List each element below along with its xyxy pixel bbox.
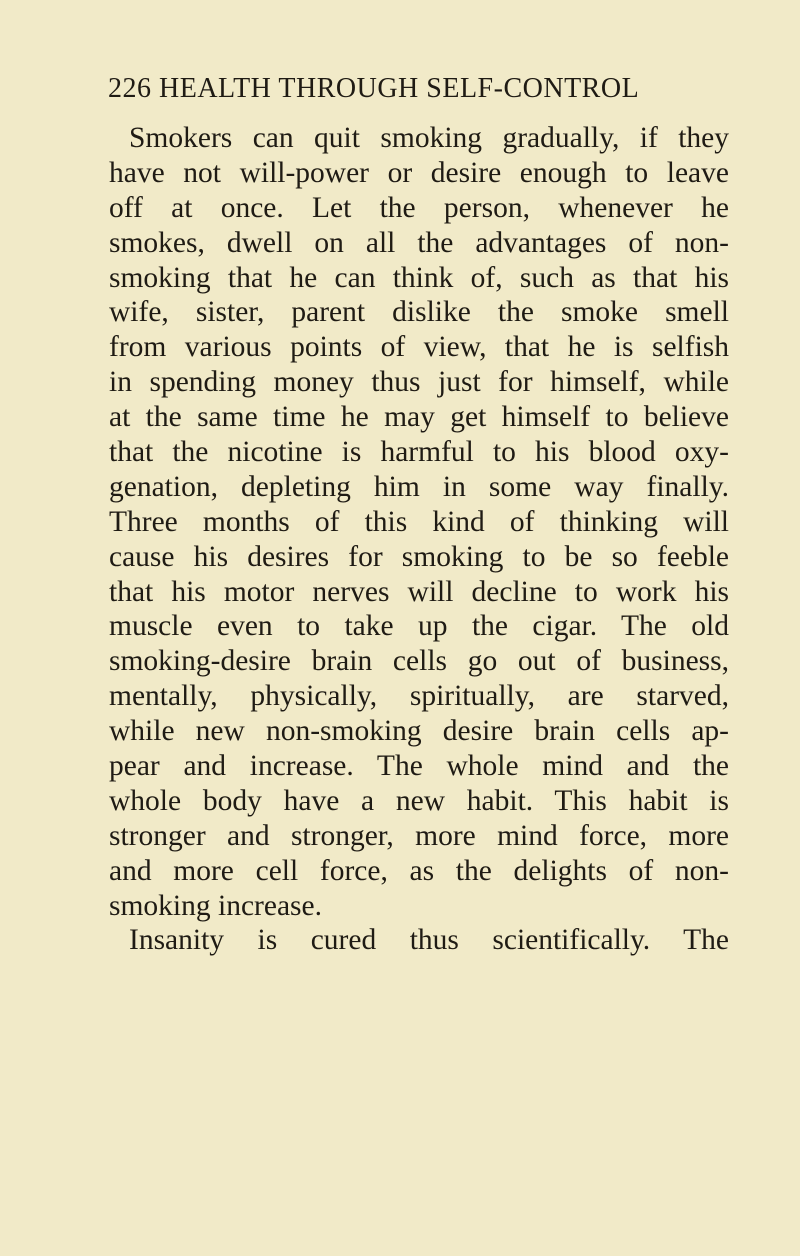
text-line: Insanity is cured thus scientifically. The	[129, 924, 729, 957]
text-line: Three months of this kind of thinking will	[109, 505, 729, 538]
text-line: whole body have a new habit. This habit is	[109, 784, 729, 817]
text-line: muscle even to take up the cigar. The old	[109, 610, 729, 643]
text-line: pear and increase. The whole mind and the	[109, 750, 729, 783]
text-line: Smokers can quit smoking gradually, if they	[129, 122, 729, 154]
text-line: from various points of view, that he is selfish	[109, 331, 729, 364]
text-line: smoking that he can think of, such as that his	[109, 261, 729, 294]
body-text	[109, 121, 729, 958]
text-line: that his motor nerves will decline to work his	[109, 575, 729, 608]
text-line: off at once. Let the person, whenever he	[109, 191, 729, 224]
text-line: mentally, physically, spiritually, are starved,	[109, 680, 729, 713]
running-head: 226 HEALTH THROUGH SELF-CONTROL	[108, 73, 640, 104]
text-line: smoking-desire brain cells go out of business,	[109, 645, 729, 678]
text-line: that the nicotine is harmful to his blood oxy-	[109, 436, 729, 469]
text-line: smokes, dwell on all the advantages of non-	[109, 226, 729, 259]
text-line: have not will-power or desire enough to leave	[109, 156, 729, 189]
text-line: stronger and stronger, more mind force, more	[109, 819, 729, 852]
text-line: in spending money thus just for himself, while	[109, 366, 729, 399]
text-line: cause his desires for smoking to be so feeble	[109, 540, 729, 573]
text-line: at the same time he may get himself to believe	[109, 401, 729, 434]
text-line: smoking increase.	[109, 889, 322, 922]
text-line: while new non-smoking desire brain cells ap-	[109, 715, 729, 748]
text-line: genation, depleting him in some way finally.	[109, 470, 729, 503]
text-line: wife, sister, parent dislike the smoke smell	[109, 296, 729, 329]
text-line: and more cell force, as the delights of non-	[109, 854, 729, 887]
